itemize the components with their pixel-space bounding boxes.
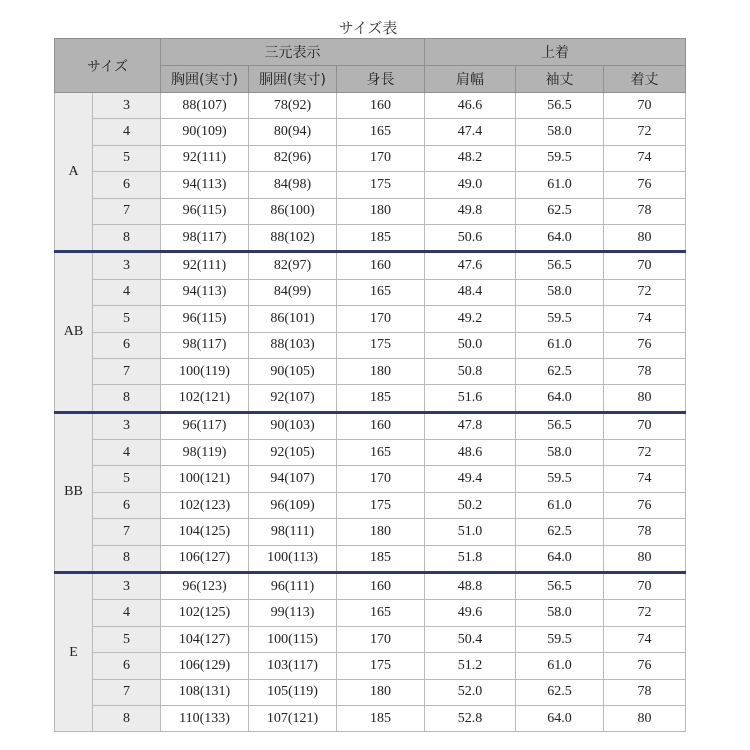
shoulder-cell: 52.0 <box>425 679 516 705</box>
height-cell: 180 <box>337 679 425 705</box>
column-header-sleeve: 袖丈 <box>516 66 604 93</box>
table-row <box>55 332 686 358</box>
table-row <box>55 145 686 171</box>
length-cell: 72 <box>604 600 686 626</box>
table-row <box>55 705 686 731</box>
waist-cell: 92(105) <box>249 440 337 466</box>
chest-cell: 92(111) <box>161 145 249 171</box>
column-header-waist: 胴囲(実寸) <box>249 66 337 93</box>
size-number-cell: 5 <box>93 145 161 171</box>
sleeve-cell: 64.0 <box>516 545 604 572</box>
height-cell: 165 <box>337 440 425 466</box>
size-number-cell: 7 <box>93 519 161 545</box>
shoulder-cell: 48.4 <box>425 279 516 305</box>
chest-cell: 102(125) <box>161 600 249 626</box>
table-row <box>55 626 686 652</box>
waist-cell: 98(111) <box>249 519 337 545</box>
length-cell: 70 <box>604 93 686 119</box>
sleeve-cell: 58.0 <box>516 600 604 626</box>
shoulder-cell: 49.6 <box>425 600 516 626</box>
length-cell: 70 <box>604 412 686 439</box>
table-row <box>55 93 686 119</box>
shoulder-cell: 47.4 <box>425 119 516 145</box>
waist-cell: 100(113) <box>249 545 337 572</box>
height-cell: 160 <box>337 252 425 279</box>
table-row <box>55 119 686 145</box>
waist-cell: 84(98) <box>249 172 337 198</box>
length-cell: 70 <box>604 252 686 279</box>
height-cell: 180 <box>337 519 425 545</box>
table-row <box>55 492 686 518</box>
waist-cell: 86(101) <box>249 306 337 332</box>
table-row <box>55 306 686 332</box>
table-row <box>55 279 686 305</box>
size-number-cell: 8 <box>93 705 161 731</box>
height-cell: 175 <box>337 332 425 358</box>
table-row <box>55 466 686 492</box>
waist-cell: 100(115) <box>249 626 337 652</box>
shoulder-cell: 50.4 <box>425 626 516 652</box>
waist-cell: 88(103) <box>249 332 337 358</box>
height-cell: 165 <box>337 600 425 626</box>
chest-cell: 96(123) <box>161 573 249 600</box>
size-number-cell: 3 <box>93 93 161 119</box>
sleeve-cell: 61.0 <box>516 332 604 358</box>
shoulder-cell: 49.0 <box>425 172 516 198</box>
shoulder-cell: 50.0 <box>425 332 516 358</box>
column-header-chest: 胸囲(実寸) <box>161 66 249 93</box>
height-cell: 160 <box>337 573 425 600</box>
length-cell: 76 <box>604 653 686 679</box>
height-cell: 180 <box>337 358 425 384</box>
chest-cell: 96(115) <box>161 306 249 332</box>
length-cell: 80 <box>604 224 686 251</box>
chest-cell: 108(131) <box>161 679 249 705</box>
chest-cell: 94(113) <box>161 279 249 305</box>
column-header-shoulder: 肩幅 <box>425 66 516 93</box>
sleeve-cell: 61.0 <box>516 172 604 198</box>
chest-cell: 98(117) <box>161 224 249 251</box>
waist-cell: 82(96) <box>249 145 337 171</box>
sleeve-cell: 59.5 <box>516 145 604 171</box>
body-type-cell: E <box>55 573 93 732</box>
size-number-cell: 8 <box>93 385 161 412</box>
size-number-cell: 7 <box>93 679 161 705</box>
table-row <box>55 519 686 545</box>
chest-cell: 90(109) <box>161 119 249 145</box>
waist-cell: 88(102) <box>249 224 337 251</box>
size-number-cell: 7 <box>93 198 161 224</box>
chest-cell: 96(117) <box>161 412 249 439</box>
sleeve-cell: 59.5 <box>516 306 604 332</box>
shoulder-cell: 52.8 <box>425 705 516 731</box>
height-cell: 185 <box>337 545 425 572</box>
length-cell: 74 <box>604 306 686 332</box>
table-row <box>55 545 686 572</box>
sleeve-cell: 59.5 <box>516 626 604 652</box>
chest-cell: 110(133) <box>161 705 249 731</box>
sleeve-cell: 61.0 <box>516 492 604 518</box>
page-title: サイズ表 <box>338 19 398 37</box>
uwagi-group-header: 上着 <box>425 39 686 66</box>
body-type-cell: AB <box>55 252 93 412</box>
size-number-cell: 7 <box>93 358 161 384</box>
length-cell: 78 <box>604 519 686 545</box>
waist-cell: 94(107) <box>249 466 337 492</box>
table-row <box>55 653 686 679</box>
size-table <box>54 38 686 732</box>
size-number-cell: 3 <box>93 252 161 279</box>
size-number-cell: 3 <box>93 412 161 439</box>
size-number-cell: 5 <box>93 626 161 652</box>
chest-cell: 96(115) <box>161 198 249 224</box>
sleeve-cell: 56.5 <box>516 252 604 279</box>
chest-cell: 106(127) <box>161 545 249 572</box>
size-number-cell: 8 <box>93 545 161 572</box>
length-cell: 76 <box>604 492 686 518</box>
height-cell: 175 <box>337 653 425 679</box>
size-number-cell: 4 <box>93 600 161 626</box>
length-cell: 78 <box>604 358 686 384</box>
height-cell: 180 <box>337 198 425 224</box>
waist-cell: 86(100) <box>249 198 337 224</box>
body-type-cell: A <box>55 93 93 252</box>
sleeve-cell: 62.5 <box>516 519 604 545</box>
sleeve-cell: 62.5 <box>516 679 604 705</box>
shoulder-cell: 49.2 <box>425 306 516 332</box>
sleeve-cell: 56.5 <box>516 412 604 439</box>
sleeve-cell: 64.0 <box>516 385 604 412</box>
sleeve-cell: 64.0 <box>516 705 604 731</box>
height-cell: 175 <box>337 492 425 518</box>
length-cell: 72 <box>604 440 686 466</box>
waist-cell: 92(107) <box>249 385 337 412</box>
shoulder-cell: 51.8 <box>425 545 516 572</box>
body-type-cell: BB <box>55 412 93 572</box>
table-body <box>55 93 686 732</box>
height-cell: 170 <box>337 626 425 652</box>
waist-cell: 82(97) <box>249 252 337 279</box>
length-cell: 80 <box>604 385 686 412</box>
length-cell: 80 <box>604 705 686 731</box>
waist-cell: 84(99) <box>249 279 337 305</box>
sanmoto-group-header: 三元表示 <box>161 39 425 66</box>
shoulder-cell: 48.6 <box>425 440 516 466</box>
size-number-cell: 4 <box>93 440 161 466</box>
shoulder-cell: 49.8 <box>425 198 516 224</box>
chest-cell: 102(123) <box>161 492 249 518</box>
waist-cell: 105(119) <box>249 679 337 705</box>
size-number-cell: 6 <box>93 653 161 679</box>
height-cell: 185 <box>337 385 425 412</box>
table-row <box>55 358 686 384</box>
height-cell: 185 <box>337 705 425 731</box>
size-number-cell: 6 <box>93 172 161 198</box>
waist-cell: 103(117) <box>249 653 337 679</box>
size-header: サイズ <box>55 39 161 93</box>
height-cell: 170 <box>337 466 425 492</box>
chest-cell: 92(111) <box>161 252 249 279</box>
shoulder-cell: 50.2 <box>425 492 516 518</box>
waist-cell: 80(94) <box>249 119 337 145</box>
chest-cell: 88(107) <box>161 93 249 119</box>
length-cell: 78 <box>604 679 686 705</box>
chest-cell: 104(127) <box>161 626 249 652</box>
sleeve-cell: 61.0 <box>516 653 604 679</box>
sleeve-cell: 58.0 <box>516 440 604 466</box>
chest-cell: 98(117) <box>161 332 249 358</box>
table-row <box>55 252 686 279</box>
chest-cell: 104(125) <box>161 519 249 545</box>
shoulder-cell: 48.2 <box>425 145 516 171</box>
size-number-cell: 6 <box>93 492 161 518</box>
chest-cell: 98(119) <box>161 440 249 466</box>
waist-cell: 99(113) <box>249 600 337 626</box>
column-header-height: 身長 <box>337 66 425 93</box>
height-cell: 175 <box>337 172 425 198</box>
length-cell: 78 <box>604 198 686 224</box>
waist-cell: 90(105) <box>249 358 337 384</box>
waist-cell: 96(111) <box>249 573 337 600</box>
shoulder-cell: 48.8 <box>425 573 516 600</box>
waist-cell: 90(103) <box>249 412 337 439</box>
length-cell: 72 <box>604 119 686 145</box>
size-number-cell: 8 <box>93 224 161 251</box>
chest-cell: 100(119) <box>161 358 249 384</box>
table-row <box>55 198 686 224</box>
length-cell: 80 <box>604 545 686 572</box>
height-cell: 165 <box>337 279 425 305</box>
size-number-cell: 5 <box>93 466 161 492</box>
table-row <box>55 172 686 198</box>
height-cell: 165 <box>337 119 425 145</box>
sleeve-cell: 59.5 <box>516 466 604 492</box>
height-cell: 185 <box>337 224 425 251</box>
table-row <box>55 412 686 439</box>
size-number-cell: 6 <box>93 332 161 358</box>
table-row <box>55 440 686 466</box>
size-number-cell: 4 <box>93 279 161 305</box>
chest-cell: 106(129) <box>161 653 249 679</box>
table-row <box>55 679 686 705</box>
length-cell: 74 <box>604 466 686 492</box>
shoulder-cell: 51.0 <box>425 519 516 545</box>
shoulder-cell: 47.8 <box>425 412 516 439</box>
length-cell: 74 <box>604 145 686 171</box>
size-number-cell: 4 <box>93 119 161 145</box>
size-number-cell: 3 <box>93 573 161 600</box>
sleeve-cell: 62.5 <box>516 358 604 384</box>
sleeve-cell: 62.5 <box>516 198 604 224</box>
size-number-cell: 5 <box>93 306 161 332</box>
waist-cell: 107(121) <box>249 705 337 731</box>
sleeve-cell: 58.0 <box>516 279 604 305</box>
table-row <box>55 573 686 600</box>
table-row <box>55 224 686 251</box>
height-cell: 170 <box>337 145 425 171</box>
shoulder-cell: 50.8 <box>425 358 516 384</box>
shoulder-cell: 47.6 <box>425 252 516 279</box>
shoulder-cell: 49.4 <box>425 466 516 492</box>
chest-cell: 94(113) <box>161 172 249 198</box>
waist-cell: 78(92) <box>249 93 337 119</box>
length-cell: 76 <box>604 332 686 358</box>
height-cell: 160 <box>337 412 425 439</box>
length-cell: 76 <box>604 172 686 198</box>
sleeve-cell: 56.5 <box>516 93 604 119</box>
length-cell: 72 <box>604 279 686 305</box>
height-cell: 170 <box>337 306 425 332</box>
sleeve-cell: 64.0 <box>516 224 604 251</box>
chest-cell: 100(121) <box>161 466 249 492</box>
table-row <box>55 600 686 626</box>
length-cell: 74 <box>604 626 686 652</box>
shoulder-cell: 50.6 <box>425 224 516 251</box>
column-header-length: 着丈 <box>604 66 686 93</box>
sleeve-cell: 56.5 <box>516 573 604 600</box>
table-row <box>55 385 686 412</box>
shoulder-cell: 51.6 <box>425 385 516 412</box>
sleeve-cell: 58.0 <box>516 119 604 145</box>
waist-cell: 96(109) <box>249 492 337 518</box>
height-cell: 160 <box>337 93 425 119</box>
shoulder-cell: 46.6 <box>425 93 516 119</box>
chest-cell: 102(121) <box>161 385 249 412</box>
length-cell: 70 <box>604 573 686 600</box>
shoulder-cell: 51.2 <box>425 653 516 679</box>
